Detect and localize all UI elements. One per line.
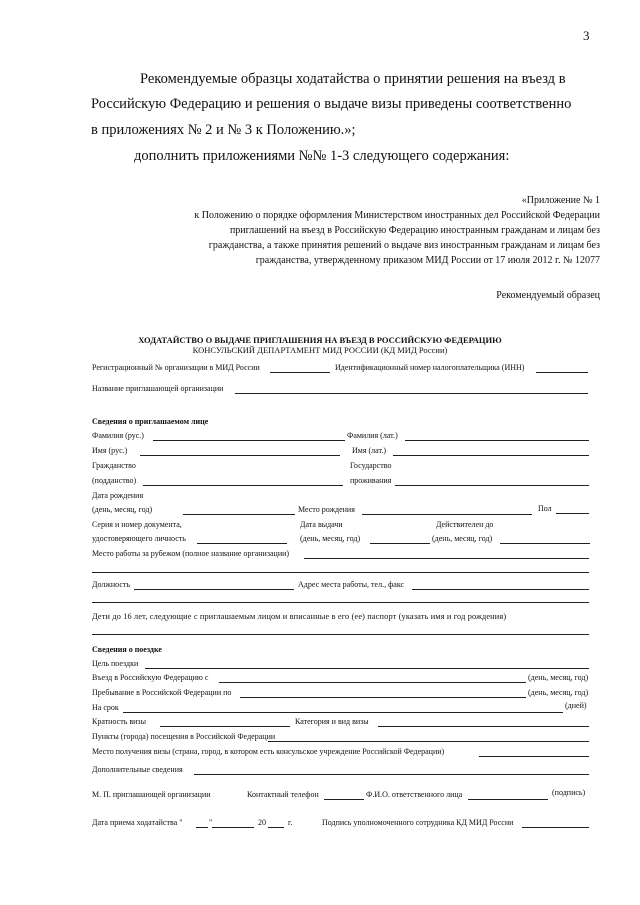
issue-date-field[interactable] bbox=[370, 543, 430, 544]
name-lat-label: Имя (лат.) bbox=[352, 446, 387, 455]
valid-until-dmy: (день, месяц, год) bbox=[432, 534, 493, 543]
page-number: 3 bbox=[583, 28, 590, 43]
appendix-line-3: приглашений на въезд в Российскую Федерацию иностранным гражданам и лицам без bbox=[229, 225, 600, 236]
term-days: (дней) bbox=[565, 701, 587, 710]
birth-date-dmy: (день, месяц, год) bbox=[92, 505, 153, 514]
extra-field[interactable] bbox=[194, 774, 589, 775]
work-abroad-label: Место работы за рубежом (полное название организации) bbox=[92, 549, 290, 558]
org-name-field[interactable] bbox=[235, 393, 588, 394]
intro-line-1: Рекомендуемые образцы ходатайства о принятии решения на въезд в bbox=[140, 71, 566, 87]
trip-purpose-label: Цель поездки bbox=[92, 659, 139, 668]
term-label: На срок bbox=[92, 703, 119, 712]
citizenship-label-2: (подданство) bbox=[92, 476, 137, 485]
citizenship-field[interactable] bbox=[143, 485, 343, 486]
surname-rus-field[interactable] bbox=[153, 440, 345, 441]
visa-cat-field[interactable] bbox=[378, 726, 589, 727]
responsible-label: Ф.И.О. ответственного лица bbox=[366, 790, 463, 799]
inn-field[interactable] bbox=[536, 372, 588, 373]
doc-series-label: Серия и номер документа, bbox=[92, 520, 182, 529]
children-field[interactable] bbox=[92, 634, 589, 635]
trip-purpose-field[interactable] bbox=[145, 668, 589, 669]
appendix-line-5: гражданства, утвержденному приказом МИД России от 17 июля 2012 г. № 12077 bbox=[255, 255, 600, 266]
intro-line-2: Российскую Федерацию и решения о выдаче визы приведены соответственно bbox=[91, 96, 572, 112]
name-rus-field[interactable] bbox=[140, 455, 340, 456]
sex-field[interactable] bbox=[556, 513, 589, 514]
work-abroad-field[interactable] bbox=[304, 558, 589, 559]
citizenship-label: Гражданство bbox=[92, 461, 136, 470]
surname-lat-label: Фамилия (лат.) bbox=[347, 431, 398, 440]
intro-line-3: в приложениях № 2 и № 3 к Положению.»; bbox=[91, 122, 356, 138]
work-address-field[interactable] bbox=[412, 589, 589, 590]
entry-label: Въезд в Российскую Федерацию с bbox=[92, 673, 209, 682]
name-lat-field[interactable] bbox=[393, 455, 589, 456]
sex-label: Пол bbox=[538, 504, 552, 513]
person-section-header: Сведения о приглашаемом лице bbox=[92, 417, 209, 426]
form-title: ХОДАТАЙСТВО О ВЫДАЧЕ ПРИГЛАШЕНИЯ НА ВЪЕЗД В РОССИЙСКУЮ ФЕДЕРАЦИЮ bbox=[138, 335, 502, 345]
date-day-field[interactable] bbox=[196, 827, 208, 828]
position-label: Должность bbox=[92, 580, 131, 589]
birth-place-label: Место рождения bbox=[298, 505, 355, 514]
year-suffix: г. bbox=[288, 818, 293, 827]
responsible-field[interactable] bbox=[468, 799, 548, 800]
residence-label: проживания bbox=[350, 476, 392, 485]
issue-date-label: Дата выдачи bbox=[300, 520, 343, 529]
trip-section-header: Сведения о поездке bbox=[92, 645, 162, 654]
work-address-field-2[interactable] bbox=[92, 602, 589, 603]
birth-date-label: Дата рождения bbox=[92, 491, 144, 500]
appendix-line-2: к Положению о порядке оформления Министерством иностранных дел Российской Федерации bbox=[194, 210, 600, 221]
visa-cat-label: Категория и вид визы bbox=[295, 717, 369, 726]
points-field[interactable] bbox=[268, 741, 589, 742]
inn-label: Идентификационный номер налогоплательщика (ИНН) bbox=[335, 363, 525, 372]
birth-place-field[interactable] bbox=[362, 514, 532, 515]
appendix-number: «Приложение № 1 bbox=[521, 195, 600, 206]
residence-field[interactable] bbox=[395, 485, 589, 486]
signature-label: (подпись) bbox=[552, 788, 586, 797]
stamp-label: М. П. приглашающей организации bbox=[92, 790, 211, 799]
recommended-sample: Рекомендуемый образец bbox=[496, 290, 600, 301]
state-label: Государство bbox=[350, 461, 392, 470]
quote-mark: " bbox=[209, 818, 213, 827]
children-label: Дети до 16 лет, следующие с приглашаемым лицом и вписанные в его (ее) паспорт (указать имя и год рождения) bbox=[92, 612, 507, 621]
name-rus-label: Имя (рус.) bbox=[92, 446, 128, 455]
date-year-field[interactable] bbox=[268, 827, 284, 828]
surname-rus-label: Фамилия (рус.) bbox=[92, 431, 144, 440]
date-month-field[interactable] bbox=[212, 827, 254, 828]
intro-line-4: дополнить приложениями №№ 1-3 следующего содержания: bbox=[134, 148, 510, 164]
work-address-label: Адрес места работы, тел., факс bbox=[298, 580, 405, 589]
visa-mult-label: Кратность визы bbox=[92, 717, 146, 726]
work-abroad-field-2[interactable] bbox=[92, 572, 589, 573]
birth-date-field[interactable] bbox=[183, 514, 295, 515]
term-field[interactable] bbox=[123, 712, 563, 713]
position-field[interactable] bbox=[134, 589, 294, 590]
form-subtitle: КОНСУЛЬСКИЙ ДЕПАРТАМЕНТ МИД РОССИИ (КД МИД России) bbox=[192, 345, 448, 355]
phone-label: Контактный телефон bbox=[247, 790, 319, 799]
doc-id-field[interactable] bbox=[197, 543, 287, 544]
officer-sign-field[interactable] bbox=[522, 827, 589, 828]
appendix-line-4: гражданства, а также принятия решений о выдаче виз иностранным гражданам и лицам без bbox=[208, 240, 600, 251]
visa-place-label: Место получения визы (страна, город, в котором есть консульское учреждение Российской Федерации) bbox=[92, 747, 445, 756]
date-received-label: Дата приема ходатайства " bbox=[92, 818, 183, 827]
visa-place-field[interactable] bbox=[479, 756, 589, 757]
extra-label: Дополнительные сведения bbox=[92, 765, 183, 774]
org-name-label: Название приглашающей организации bbox=[92, 384, 224, 393]
reg-no-label: Регистрационный № организации в МИД России bbox=[92, 363, 260, 372]
doc-id-label: удостоверяющего личность bbox=[92, 534, 186, 543]
points-label: Пункты (города) посещения в Российской Федерации bbox=[92, 732, 276, 741]
surname-lat-field[interactable] bbox=[405, 440, 589, 441]
entry-field[interactable] bbox=[219, 682, 526, 683]
valid-until-field[interactable] bbox=[500, 543, 590, 544]
entry-dmy: (день, месяц, год) bbox=[528, 673, 589, 682]
stay-field[interactable] bbox=[240, 697, 526, 698]
stay-dmy: (день, месяц, год) bbox=[528, 688, 589, 697]
valid-until-label: Действителен до bbox=[436, 520, 494, 529]
visa-mult-field[interactable] bbox=[160, 726, 290, 727]
reg-no-field[interactable] bbox=[270, 372, 330, 373]
year-prefix: 20 bbox=[258, 818, 266, 827]
phone-field[interactable] bbox=[324, 799, 364, 800]
issue-date-dmy: (день, месяц, год) bbox=[300, 534, 361, 543]
stay-label: Пребывание в Российской Федерации по bbox=[92, 688, 232, 697]
officer-sign-label: Подпись уполномоченного сотрудника КД МИД России bbox=[322, 818, 514, 827]
